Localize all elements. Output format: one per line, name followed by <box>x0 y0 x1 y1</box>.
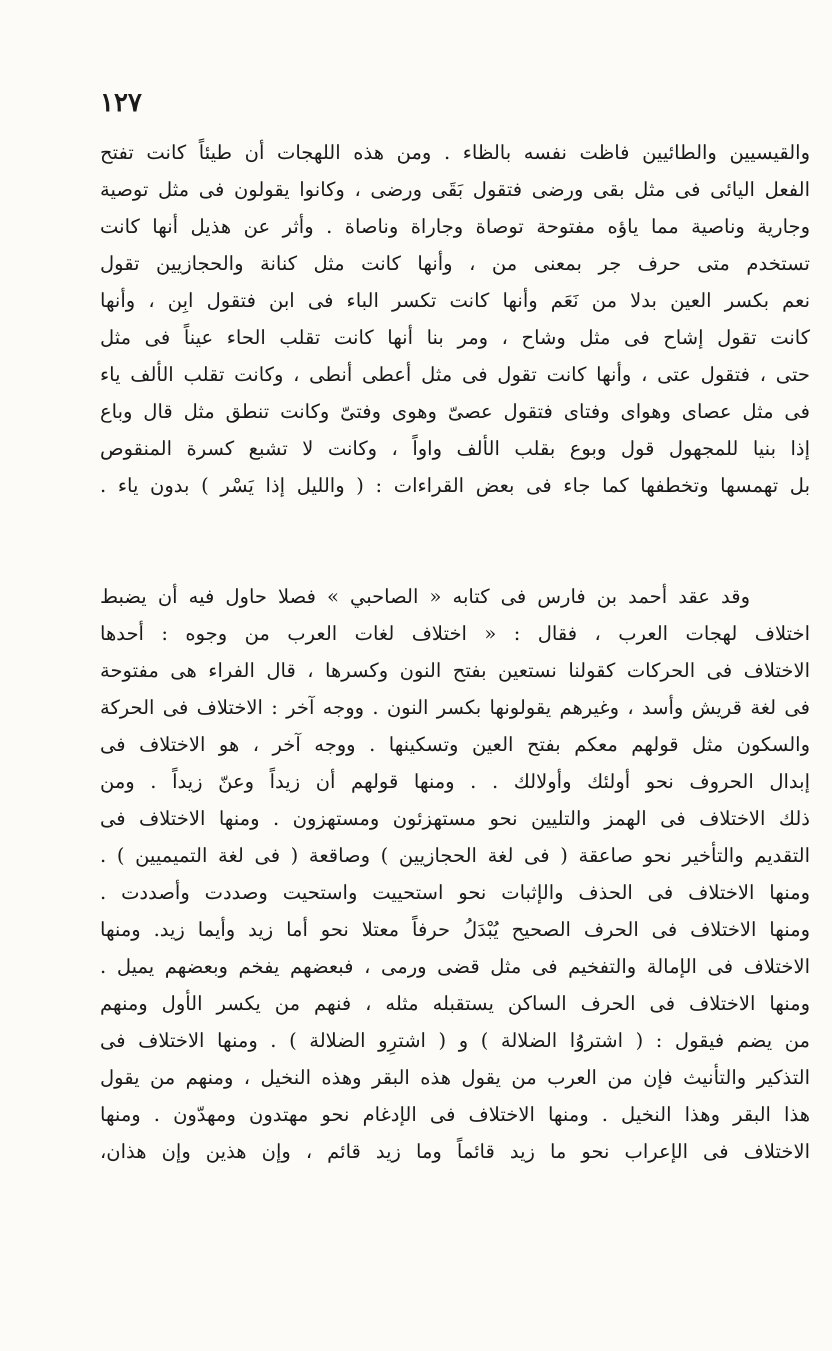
text-line: هذا البقر وهذا النخيل . ومنها الاختلاف فى الإدغام نحو مهتدون ومهدّون . ومنها <box>100 1103 810 1126</box>
text-line: بل تهمسها وتخطفها كما جاء فى بعض القراءات : ( والليل إذا يَسْر ) بدون ياء . <box>100 474 810 497</box>
text-line: ذلك الاختلاف فى الهمز والتليين نحو مستهزئون ومستهزون . ومنها الاختلاف فى <box>100 807 810 830</box>
text-line: وجارية وناصية مما ياؤه مفتوحة توصاة وجاراة وناصاة . وأثر عن هذيل أنها كانت <box>100 215 810 238</box>
text-line: إذا بنيا للمجهول قول وبوع بقلب الألف واواً ، وكانت لا تشبع كسرة المنقوص <box>100 437 810 460</box>
text-line: فى لغة قريش وأسد ، وغيرهم يقولونها بكسر النون . ووجه آخر : الاختلاف فى الحركة <box>100 696 810 719</box>
page-number: ١٢٧ <box>100 88 142 118</box>
text-line: إبدال الحروف نحو أولئك وأولالك . . ومنها قولهم أن زيداً وعنّ زيداً . ومن <box>100 770 810 793</box>
text-line: كانت تقول إشاح فى مثل وشاح ، ومر بنا أنها كانت تقلب الحاء عيناً فى مثل <box>100 326 810 349</box>
text-line: ومنها الاختلاف فى الحرف الصحيح يُبْدَلُ حرفاً معتلا نحو أما زيد وأيما زيد. ومنها <box>100 918 810 941</box>
paragraph-1 <box>100 134 810 504</box>
text-line: تستخدم متى حرف جر بمعنى من ، وأنها كانت مثل كنانة والحجازيين تقول <box>100 252 810 275</box>
text-line: وقد عقد أحمد بن فارس فى كتابه « الصاحبي » فصلا حاول فيه أن يضبط <box>100 585 750 608</box>
paragraph-2 <box>100 578 810 1170</box>
text-line: نعم بكسر العين بدلا من نَعَم وأنها كانت تكسر الباء فى ابن فتقول ابِن ، وأنها <box>100 289 810 312</box>
text-line: والسكون مثل قولهم معكم بفتح العين وتسكينها . ووجه آخر ، هو الاختلاف فى <box>100 733 810 756</box>
text-line: الفعل اليائى فى مثل بقى ورضى فتقول بَقَى ورضى ، وكانوا يقولون فى مثل توصية <box>100 178 810 201</box>
text-line: ومنها الاختلاف فى الحذف والإثبات نحو استحييت واستحيت وصددت وأصددت . <box>100 881 810 904</box>
text-line: حتى ، فتقول عتى ، وأنها كانت تقول فى مثل أعطى أنطى ، وكانت تقلب الألف ياء <box>100 363 810 386</box>
text-line: التذكير والتأنيث فإن من العرب من يقول هذه البقر وهذه النخيل ، ومنهم من يقول <box>100 1066 810 1089</box>
text-line: فى مثل عصاى وهواى وفتاى فتقول عصىّ وهوى وفتىّ وكانت تنطق مثل قال وباع <box>100 400 810 423</box>
text-line: الاختلاف فى الإعراب نحو ما زيد قائماً وما زيد قائم ، وإن هذين وإن هذان، <box>100 1140 810 1163</box>
text-line: الاختلاف فى الإمالة والتفخيم فى مثل قضى ورمى ، فبعضهم يفخم وبعضهم يميل . <box>100 955 810 978</box>
text-line: ومنها الاختلاف فى الحرف الساكن يستقبله مثله ، فنهم من يكسر الأول ومنهم <box>100 992 810 1015</box>
text-line: التقديم والتأخير نحو صاعقة ( فى لغة الحجازيين ) وصاقعة ( فى لغة التميميين ) . <box>100 844 810 867</box>
text-line: والقيسيين والطائيين فاظت نفسه بالظاء . ومن هذه اللهجات أن طيئاً كانت تفتح <box>100 141 810 164</box>
text-line: الاختلاف فى الحركات كقولنا نستعين بفتح النون وكسرها ، قال الفراء هى مفتوحة <box>100 659 810 682</box>
text-line: من يضم فيقول : ( اشتروُا الضلالة ) و ( اشترِو الضلالة ) . ومنها الاختلاف فى <box>100 1029 810 1052</box>
text-line: اختلاف لهجات العرب ، فقال : « اختلاف لغات العرب من وجوه : أحدها <box>100 622 810 645</box>
